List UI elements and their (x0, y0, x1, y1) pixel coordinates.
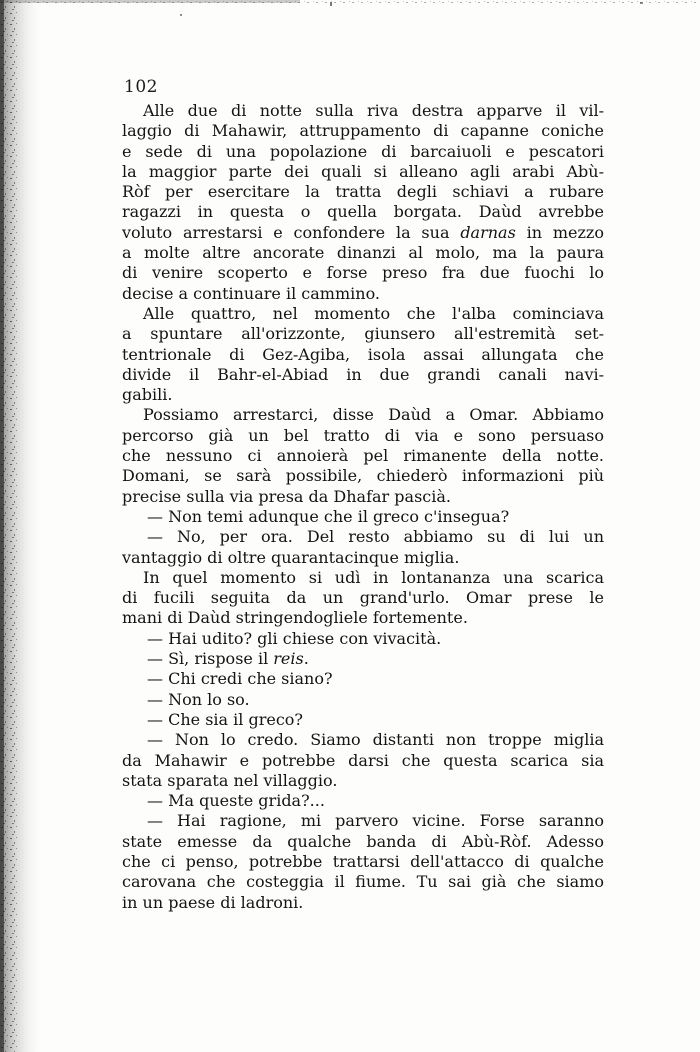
text-line: — Hai udito? gli chiese con vivacità. (147, 628, 442, 648)
text-line: In quel momento si udì in lontananza una scarica (143, 567, 604, 587)
text-segment: in mezzo (515, 222, 604, 242)
text-line: decise a continuare il cammino. (122, 283, 380, 303)
text-line: tentrionale di Gez-Agiba, isola assai allungata che (122, 344, 604, 364)
text-line: — Non temi adunque che il greco c'insegua? (147, 506, 510, 526)
text-line: Alle quattro, nel momento che l'alba cominciava (143, 303, 604, 323)
text-line: Domani, se sarà possibile, chiederò informazioni più (122, 466, 604, 486)
text-line: Alle due di notte sulla riva destra apparve il vil- (143, 101, 604, 120)
text-segment: . (303, 649, 309, 669)
scan-edge-top (0, 0, 700, 22)
text-line: e sede di una popolazione di barcaiuoli e pescatori (122, 141, 604, 161)
text-segment: — Sì, rispose il (147, 649, 274, 669)
text-line: di fucili seguita da un grand'urlo. Omar prese le (122, 588, 604, 608)
text-line: percorso già un bel tratto di via e sono persuaso (122, 425, 604, 445)
italic-term: reis (273, 649, 304, 669)
scan-edge-left (0, 0, 44, 1052)
text-line: — No, per ora. Del resto abbiamo su di lui un (147, 527, 604, 547)
text-line: che nessuno ci annoierà pel rimanente della notte. (122, 446, 604, 466)
text-line: a spuntare all'orizzonte, giunsero all'estremità set- (122, 324, 604, 344)
text-line: a molte altre ancorate dinanzi al molo, ma la paura (122, 243, 604, 263)
text-line (122, 649, 604, 669)
italic-term: darnas (460, 222, 516, 242)
text-line: — Hai ragione, mi parvero vicine. Forse saranno (147, 811, 604, 831)
body-text (122, 101, 604, 913)
text-line: precise sulla via presa da Dhafar pascià. (122, 486, 451, 506)
text-segment: voluto arrestarsi e confondere la sua (122, 222, 461, 242)
page-number: 102 (124, 77, 158, 97)
text-line: — Non lo so. (147, 689, 250, 709)
text-line (122, 223, 604, 243)
text-line: mani di Daùd stringendogliele fortemente. (122, 608, 468, 628)
text-line: — Chi credi che siano? (147, 669, 333, 689)
text-line: — Ma queste grida?... (147, 791, 325, 811)
text-line: — Non lo credo. Siamo distanti non troppe miglia (147, 730, 604, 750)
text-line: Ròf per esercitare la tratta degli schiavi a rubare (122, 182, 604, 202)
text-line: di venire scoperto e forse preso fra due fuochi lo (122, 263, 604, 283)
text-line: gabili. (122, 385, 173, 405)
text-line: in un paese di ladroni. (122, 892, 304, 912)
text-line: state emesse da qualche banda di Abù-Ròf. Adesso (122, 831, 604, 851)
text-line: Possiamo arrestarci, disse Daùd a Omar. Abbiamo (143, 405, 604, 425)
text-line: vantaggio di oltre quarantacinque miglia. (122, 547, 460, 567)
text-line: da Mahawir e potrebbe darsi che questa scarica sia (122, 750, 604, 770)
text-line: stata sparata nel villaggio. (122, 770, 338, 790)
text-line: la maggior parte dei quali si alleano agli arabi Abù- (122, 161, 604, 181)
text-line: laggio di Mahawir, attruppamento di capanne coniche (122, 121, 604, 141)
text-line: divide il Bahr-el-Abiad in due grandi canali navi- (122, 364, 604, 384)
text-line: — Che sia il greco? (147, 709, 303, 729)
text-line: carovana che costeggia il fiume. Tu sai già che siamo (122, 872, 604, 892)
text-line: ragazzi in questa o quella borgata. Daùd avrebbe (122, 202, 604, 222)
text-line: che ci penso, potrebbe trattarsi dell'attacco di qualche (122, 851, 604, 871)
